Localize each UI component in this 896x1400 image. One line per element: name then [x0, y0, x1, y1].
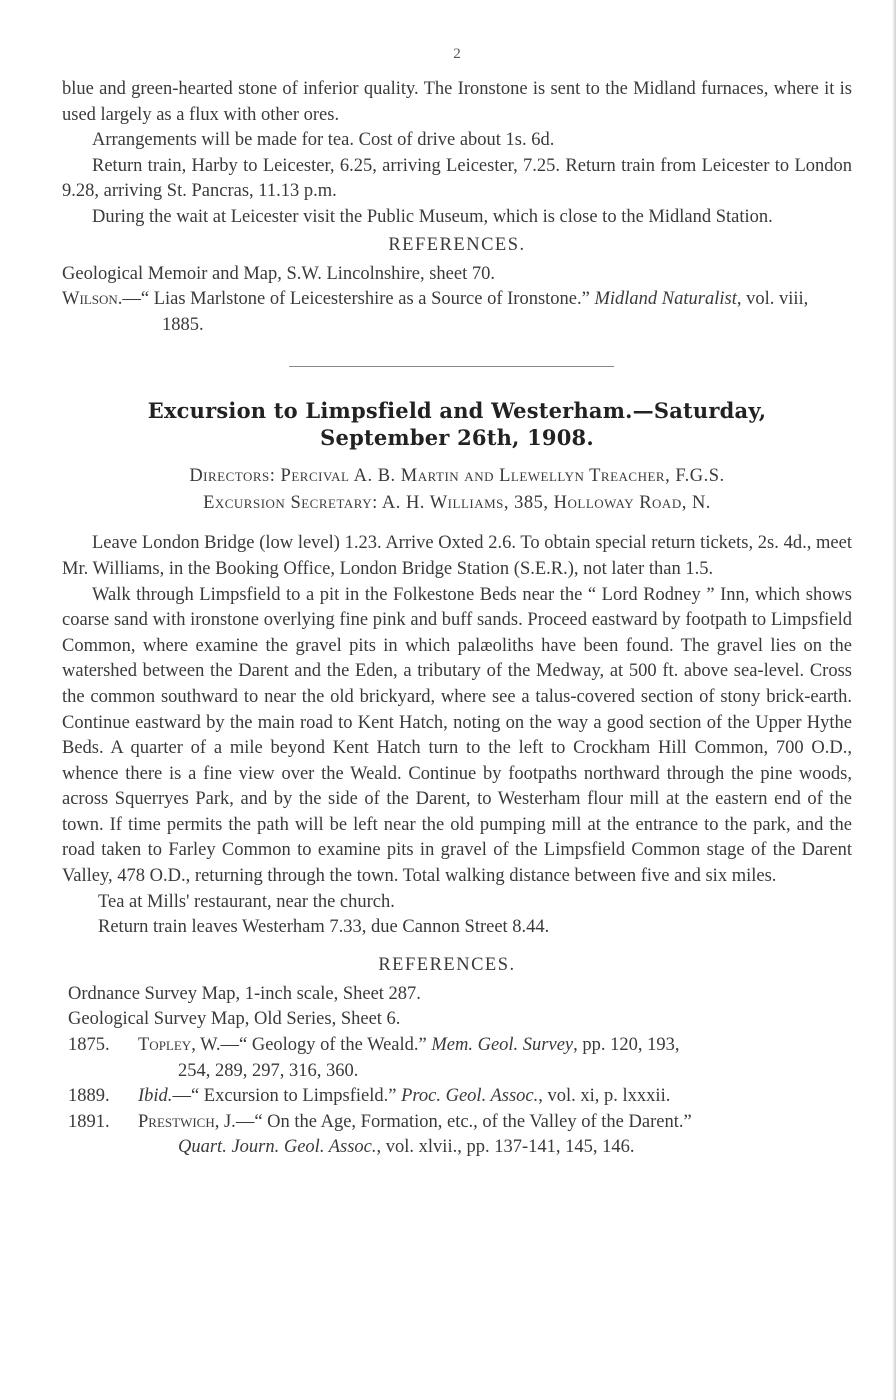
spacer: [62, 517, 852, 531]
reference-year: 1875.: [68, 1035, 110, 1056]
reference-title: —“ Geology of the Weald.”: [220, 1035, 432, 1056]
excursion-secretary: Excursion Secretary: A. H. Williams, 385, Holloway Road, N.: [203, 493, 711, 514]
reference-wilson: [62, 287, 852, 338]
reference-author: Wilson.: [62, 289, 123, 310]
excursion-paragraph-1: Leave London Bridge (low level) 1.23. Arrive Oxted 2.6. To obtain special return tickets, 2s. 4d., meet Mr. Williams, in the Booking Office, London Bridge Station (S.E.R.), not later than 1.5.: [62, 533, 852, 579]
excursion-paragraph-3: Tea at Mills' restaurant, near the church.: [98, 891, 395, 912]
reference-ibid: [68, 1084, 852, 1110]
reference-title: —“ On the Age, Formation, etc., of the Valley of the Darent.”: [235, 1111, 692, 1132]
reference-journal: Quart. Journ. Geol. Assoc.: [178, 1137, 377, 1158]
reference-prestwich-continued: [68, 1135, 852, 1161]
reference-topley: [68, 1033, 852, 1059]
intro-paragraph-3: Return train, Harby to Leicester, 6.25, arriving Leicester, 7.25. Return train from Leicester to London 9.28, arriving St. Pancras, 11.13 p.m.: [62, 155, 852, 202]
references-list: [62, 982, 852, 1161]
excursion-paragraph-2: Walk through Limpsfield to a pit in the Folkestone Beds near the “ Lord Rodney ” Inn, which shows coarse sand with ironstone overlying fine pink and buff sands. Proceed eastward by footpath to Limpsfield Common, where examine the gravel pits in which palæoliths have been found. The gravel lies on the watershed between the Darent and the Eden, a tributary of the Medway, at 500 ft. above sea-level. Cross the common southward to near the old brickyard, where see a talus-covered section of stony brick-earth. Continue eastward by the main road to Kent Hatch, noting on the way a good section of the Upper Hythe Beds. A quarter of a mile beyond Kent Hatch turn to the left to Crockham Hill Common, 700 O.D., whence there is a fine view over the Weald. Continue by footpaths northward through the pine woods, across Squerryes Park, and by the side of the Darent, to Westerham flour mill at the eastern end of the town. If time permits the path will be left near the old pumping mill at the entrance to the park, and the road taken to Farley Common to examine pits in gravel of the Limpsfield Common stage of the Darent Valley, 478 O.D., returning through the town. Total walking distance between five and six miles.: [62, 584, 852, 887]
page-number: 2: [453, 46, 461, 62]
reference-volume: , vol. viii, 1885.: [162, 289, 809, 335]
page-edge-shadow: [892, 0, 896, 1400]
reference-geological-survey: Geological Survey Map, Old Series, Sheet 6.: [68, 1009, 401, 1030]
reference-title: —“ Excursion to Limpsfield.”: [172, 1086, 402, 1107]
reference-title: —“ Lias Marlstone of Leicestershire as a Source of Ironstone.”: [122, 289, 595, 310]
excursion-title: [62, 397, 852, 451]
excursion-title-line-1: Excursion to Limpsfield and Westerham.—Saturday,: [147, 398, 767, 424]
references-heading-2: REFERENCES.: [378, 954, 516, 975]
excursion-title-line-2: September 26th, 1908.: [320, 425, 594, 451]
reference-ordnance-survey: Ordnance Survey Map, 1-inch scale, Sheet 287.: [68, 983, 421, 1004]
reference-volume: , vol. xlvii., pp. 137-141, 145, 146.: [376, 1137, 635, 1158]
reference-topley-continued: 254, 289, 297, 316, 360.: [178, 1060, 359, 1081]
section-divider: [289, 366, 614, 367]
excursion-paragraph-4: Return train leaves Westerham 7.33, due Cannon Street 8.44.: [98, 917, 550, 938]
reference-journal: Midland Naturalist: [594, 289, 737, 310]
intro-paragraph-4: During the wait at Leicester visit the Public Museum, which is close to the Midland Station.: [92, 206, 773, 227]
spacer: [62, 941, 852, 951]
reference-prestwich: [68, 1110, 852, 1136]
reference-year: 1891.: [68, 1111, 110, 1132]
reference-volume: , vol. xi, p. lxxxii.: [538, 1086, 671, 1107]
references-heading-1: REFERENCES.: [388, 234, 526, 255]
excursion-directors: Directors: Percival A. B. Martin and Llewellyn Treacher, F.G.S.: [189, 466, 725, 487]
reference-journal: Proc. Geol. Assoc.: [401, 1086, 539, 1107]
intro-paragraph-1: blue and green-hearted stone of inferior quality. The Ironstone is sent to the Midland furnaces, where it is used largely as a flux with other ores.: [62, 79, 852, 125]
reference-author: Prestwich, J.: [138, 1111, 236, 1132]
reference-journal: Mem. Geol. Survey: [431, 1035, 574, 1056]
intro-paragraph-2: Arrangements will be made for tea. Cost of drive about 1s. 6d.: [92, 130, 555, 151]
reference-author: Topley, W.: [138, 1035, 221, 1056]
reference-year: 1889.: [68, 1086, 110, 1107]
document-page: [62, 46, 852, 1161]
reference-pages: , pp. 120, 193,: [573, 1035, 680, 1056]
reference-geological-memoir: Geological Memoir and Map, S.W. Lincolnshire, sheet 70.: [62, 263, 495, 284]
reference-ibid-label: Ibid.: [138, 1086, 173, 1107]
